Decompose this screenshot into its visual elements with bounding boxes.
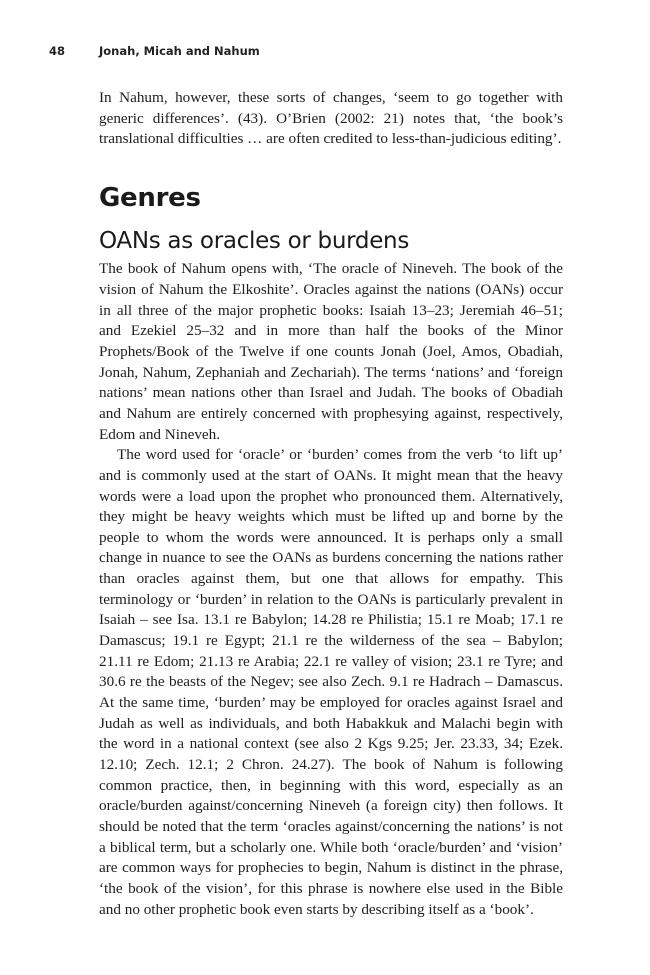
body-paragraph-1: The book of Nahum opens with, ‘The oracle of Nineveh. The book of the vision of Nahum the Elkoshite’. Oracles against the nations (OANs) occur in all three of the major prophetic books: Isaiah 13–23; Jeremiah 46–51; and Ezekiel 25–32 and in more than half the books of the Minor Prophets/Book of the Twelve if one counts Jonah (Joel, Amos, Obadiah, Jonah, Nahum, Zephaniah and Zechariah). The terms ‘nations’ and ‘foreign nations’ mean nations other than Israel and Judah. The books of Obadiah and Nahum are entirely concerned with prophesying against, respectively, Edom and Nineveh. <box>99 260 563 443</box>
subsection-heading: OANs as oracles or burdens <box>99 227 410 254</box>
page-body <box>99 88 563 920</box>
section-heading: Genres <box>99 182 201 213</box>
book-title: Jonah, Micah and Nahum <box>99 44 260 58</box>
running-head <box>49 44 260 58</box>
body-paragraph-2: The word used for ‘oracle’ or ‘burden’ comes from the verb ‘to lift up’ and is commonly used at the start of OANs. It might mean that the heavy words were a load upon the prophet who pronounced them. Alternatively, they might be heavy weights which must be lifted up and borne by the people to whom the words were announced. It is perhaps only a small change in nuance to see the OANs as burdens concerning the nations rather than oracles against them, but one that allows for empathy. This terminology or ‘burden’ in relation to the OANs is particularly prevalent in Isaiah – see Isa. 13.1 re Babylon; 14.28 re Philistia; 15.1 re Moab; 17.1 re Damascus; 19.1 re Egypt; 21.1 re the wilderness of the sea – Babylon; 21.11 re Edom; 21.13 re Arabia; 22.1 re valley of vision; 23.1 re Tyre; and 30.6 re the beasts of the Negev; see also Zech. 9.1 re Hadrach – Damascus. At the same time, ‘burden’ may be employed for oracles against Israel and Judah as well as individuals, and both Habakkuk and Malachi begin with the word in a national context (see also 2 Kgs 9.25; Jer. 23.33, 34; Ezek. 12.10; Zech. 12.1; 2 Chron. 24.27). The book of Nahum is following common practice, then, in beginning with this word, especially as an oracle/burden against/concerning Nineveh (a foreign city) then follows. It should be noted that the term ‘oracles against/concerning the nations’ is not a biblical term, but a scholarly one. While both ‘oracle/burden’ and ‘vision’ are common ways for prophecies to begin, Nahum is distinct in the phrase, ‘the book of the vision’, for this phrase is nowhere else used in the Bible and no other prophetic book even starts by describing itself as a ‘book’. <box>99 446 563 918</box>
intro-paragraph: In Nahum, however, these sorts of changes, ‘seem to go together with generic differences’. (43). O’Brien (2002: 21) notes that, ‘the book’s translational difficulties … are often credited to less-than-judicious editing’. <box>99 89 563 148</box>
page-number: 48 <box>49 44 66 58</box>
